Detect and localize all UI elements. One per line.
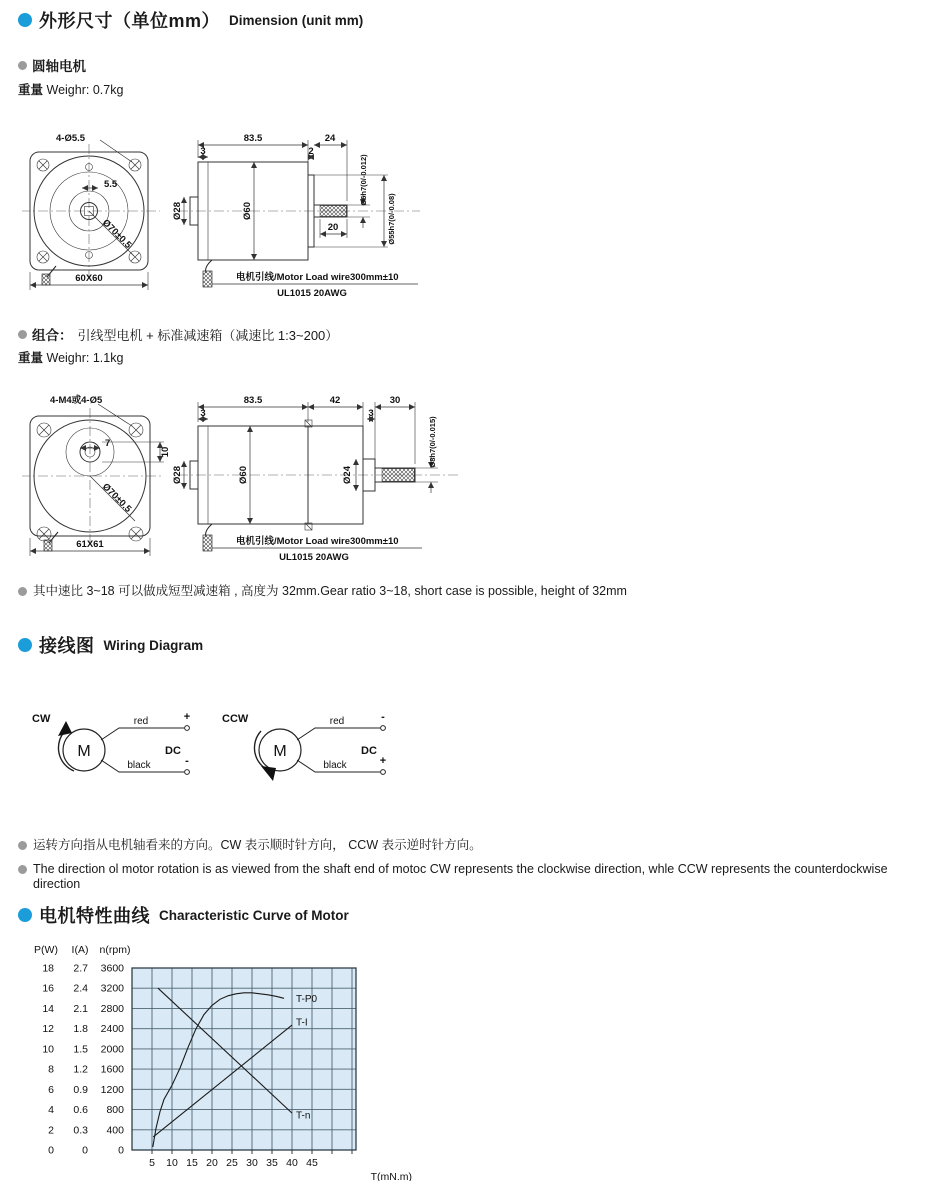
dim-boss-dia: Ø28: [172, 466, 183, 484]
dim-body-dia: Ø60: [242, 202, 253, 220]
wire-label-line1: 电机引线/Motor Load wire300mm±10: [236, 536, 399, 547]
wire-label-line2: UL1015 20AWG: [277, 288, 347, 299]
motor-gearbox-dimension-drawing-2: [22, 384, 462, 566]
dim-flat-length: 20: [327, 222, 339, 233]
dim-body-length: 83.5: [243, 133, 263, 144]
subsection-label: 圆轴电机: [32, 59, 86, 74]
svg-text:800: 800: [106, 1104, 124, 1117]
dim-gear-length: 42: [329, 395, 341, 406]
section-title-zh: 接线图: [39, 636, 95, 656]
combo-label: 组合：: [32, 328, 73, 343]
svg-text:45: 45: [306, 1157, 318, 1169]
wiring-diagram: [24, 700, 404, 795]
weight-label-zh: 重量: [18, 351, 44, 365]
wire-label-line2: UL1015 20AWG: [279, 552, 349, 563]
svg-text:2400: 2400: [100, 1023, 124, 1036]
dim-5-5: 5.5: [104, 179, 118, 190]
dim-10: 10: [160, 446, 171, 458]
wiring-cw: [32, 711, 190, 774]
svg-text:2000: 2000: [100, 1043, 124, 1056]
dim-shaft-dia-tol: Ø6h7(0/-0.012): [359, 154, 368, 206]
weight-value: Weighr: 0.7kg: [46, 83, 124, 97]
dim-holes-label: 4-M4或4-Ø5: [50, 395, 103, 406]
rotation-note-en: [18, 862, 933, 892]
svg-text:25: 25: [226, 1157, 238, 1169]
gray-bullet-icon: [18, 865, 27, 874]
svg-text:2800: 2800: [100, 1002, 124, 1015]
front-view-1: [22, 133, 160, 290]
svg-text:3600: 3600: [100, 962, 124, 975]
svg-text:1600: 1600: [100, 1063, 124, 1076]
gray-bullet-icon: [18, 61, 27, 70]
svg-text:0: 0: [82, 1144, 88, 1157]
dim-step-right: 3: [368, 408, 374, 419]
svg-text:15: 15: [186, 1157, 198, 1169]
side-view-2: [172, 395, 460, 563]
svg-text:T-n: T-n: [296, 1110, 311, 1122]
dim-body-length: 83.5: [243, 395, 263, 406]
rotation-arrow-ccw: [254, 731, 270, 771]
svg-text:20: 20: [206, 1157, 218, 1169]
rotation-note-en-text: The direction ol motor rotation is as viewed from the shaft end of motoc CW represents the clockwise direction, whle CCW represents the counterdockwise direction: [33, 862, 888, 891]
svg-text:2.4: 2.4: [73, 982, 88, 995]
svg-text:10: 10: [166, 1157, 178, 1169]
svg-text:3200: 3200: [100, 982, 124, 995]
cw-label: CW: [32, 713, 51, 725]
section-header-dimension: [18, 7, 363, 33]
dim-shaft-length: 24: [324, 133, 336, 144]
red-wire-label: red: [133, 716, 149, 727]
svg-text:4: 4: [48, 1104, 54, 1117]
dim-7: 7: [105, 438, 111, 449]
dim-body-dia: Ø60: [238, 466, 249, 484]
motor-symbol: M: [273, 743, 287, 760]
svg-text:1.5: 1.5: [73, 1043, 88, 1056]
dim-holes-label: 4-Ø5.5: [56, 133, 86, 144]
section-header-wiring: [18, 632, 203, 658]
rotation-note-zh-text: 运转方向指从电机轴看来的方向。CW 表示顺时针方向， CCW 表示逆时针方向。: [33, 838, 482, 852]
red-terminal-sign: -: [381, 711, 385, 723]
weight-value: Weighr: 1.1kg: [46, 351, 124, 365]
dim-bolt-circle: Ø70±0.5: [99, 217, 134, 251]
svg-text:0: 0: [48, 1144, 54, 1157]
gray-bullet-icon: [18, 841, 27, 850]
section-title-zh: 外形尺寸（单位mm）: [39, 11, 221, 31]
svg-text:1.2: 1.2: [73, 1063, 88, 1076]
section-title-en: Dimension (unit mm): [229, 12, 364, 28]
svg-text:0.9: 0.9: [73, 1083, 88, 1096]
gear-ratio-note: [18, 584, 818, 599]
svg-text:I(A): I(A): [71, 944, 89, 956]
rotation-arrow-cw: [58, 731, 74, 771]
wiring-ccw: [222, 711, 386, 781]
svg-text:5: 5: [149, 1157, 155, 1169]
black-terminal-sign: -: [185, 755, 189, 767]
svg-text:35: 35: [266, 1157, 278, 1169]
dim-shaft-length: 30: [389, 395, 401, 406]
svg-text:0.3: 0.3: [73, 1124, 88, 1137]
dc-label: DC: [361, 745, 377, 757]
dim-step-left: 3: [200, 146, 206, 157]
ccw-label: CCW: [222, 713, 249, 725]
blue-bullet-icon: [18, 908, 32, 922]
svg-text:2: 2: [48, 1124, 54, 1137]
svg-text:T(mN.m): T(mN.m): [370, 1171, 412, 1181]
section-title-en: Wiring Diagram: [103, 637, 204, 653]
section-title-zh: 电机特性曲线: [39, 906, 150, 926]
svg-text:12: 12: [42, 1023, 54, 1036]
blue-bullet-icon: [18, 13, 32, 27]
side-view-1: [172, 133, 420, 299]
svg-text:n(rpm): n(rpm): [99, 944, 131, 956]
svg-text:T-P0: T-P0: [296, 993, 318, 1005]
motor-symbol: M: [77, 743, 91, 760]
dim-flange-size: 60X60: [75, 273, 103, 284]
svg-text:14: 14: [42, 1002, 54, 1015]
weight-label-zh: 重量: [18, 83, 44, 97]
combo-desc: 引线型电机 + 标准减速箱（减速比 1:3~200）: [77, 327, 339, 343]
black-terminal-sign: +: [379, 755, 387, 767]
svg-text:40: 40: [286, 1157, 298, 1169]
svg-text:30: 30: [246, 1157, 258, 1169]
svg-text:8: 8: [48, 1063, 54, 1076]
wire-label-line1: 电机引线/Motor Load wire300mm±10: [236, 272, 399, 283]
svg-text:2.1: 2.1: [73, 1002, 88, 1015]
svg-text:T-I: T-I: [296, 1017, 308, 1029]
dim-step-right: 2: [308, 146, 314, 157]
section-title-en: Characteristic Curve of Motor: [159, 907, 349, 923]
weight-line-2: [18, 348, 123, 366]
dim-flange-size: 61X61: [76, 539, 104, 550]
red-wire-label: red: [329, 716, 345, 727]
svg-text:0: 0: [118, 1144, 124, 1157]
dim-pilot-dia-tol: Ø55h7(0/-0.08): [387, 193, 396, 245]
svg-text:6: 6: [48, 1083, 54, 1096]
svg-text:16: 16: [42, 982, 54, 995]
rotation-note-zh: [18, 838, 918, 853]
svg-text:10: 10: [42, 1043, 54, 1056]
svg-text:0.6: 0.6: [73, 1104, 88, 1117]
subsection-round-shaft-motor: [18, 55, 86, 75]
characteristic-curve-chart: [24, 938, 416, 1181]
section-header-curve: [18, 902, 349, 928]
dc-label: DC: [165, 745, 181, 757]
weight-line-1: [18, 80, 123, 98]
dim-boss-dia: Ø28: [172, 202, 183, 220]
svg-text:P(W): P(W): [34, 944, 58, 956]
black-wire-label: black: [127, 760, 151, 771]
dim-bolt-circle: Ø70±0.5: [99, 481, 134, 515]
motor-dimension-drawing-1: [22, 124, 422, 302]
svg-text:18: 18: [42, 962, 54, 975]
gray-bullet-icon: [18, 330, 27, 339]
blue-bullet-icon: [18, 638, 32, 652]
svg-text:400: 400: [106, 1124, 124, 1137]
svg-text:1200: 1200: [100, 1083, 124, 1096]
gray-bullet-icon: [18, 587, 27, 596]
front-view-2: [22, 394, 171, 556]
subsection-combo: [18, 324, 338, 344]
gear-ratio-note-text: 其中速比 3~18 可以做成短型减速箱 , 高度为 32mm.Gear ratio 3~18, short case is possible, height of 32mm: [33, 584, 627, 598]
dim-shaft-dia-tol: Ø8h7(0/-0.015): [428, 416, 437, 468]
dim-out-boss-dia: Ø24: [342, 466, 353, 484]
black-wire-label: black: [323, 760, 347, 771]
red-terminal-sign: +: [183, 711, 191, 723]
svg-text:1.8: 1.8: [73, 1023, 88, 1036]
svg-text:2.7: 2.7: [73, 962, 88, 975]
dim-step-left: 3: [200, 408, 206, 419]
